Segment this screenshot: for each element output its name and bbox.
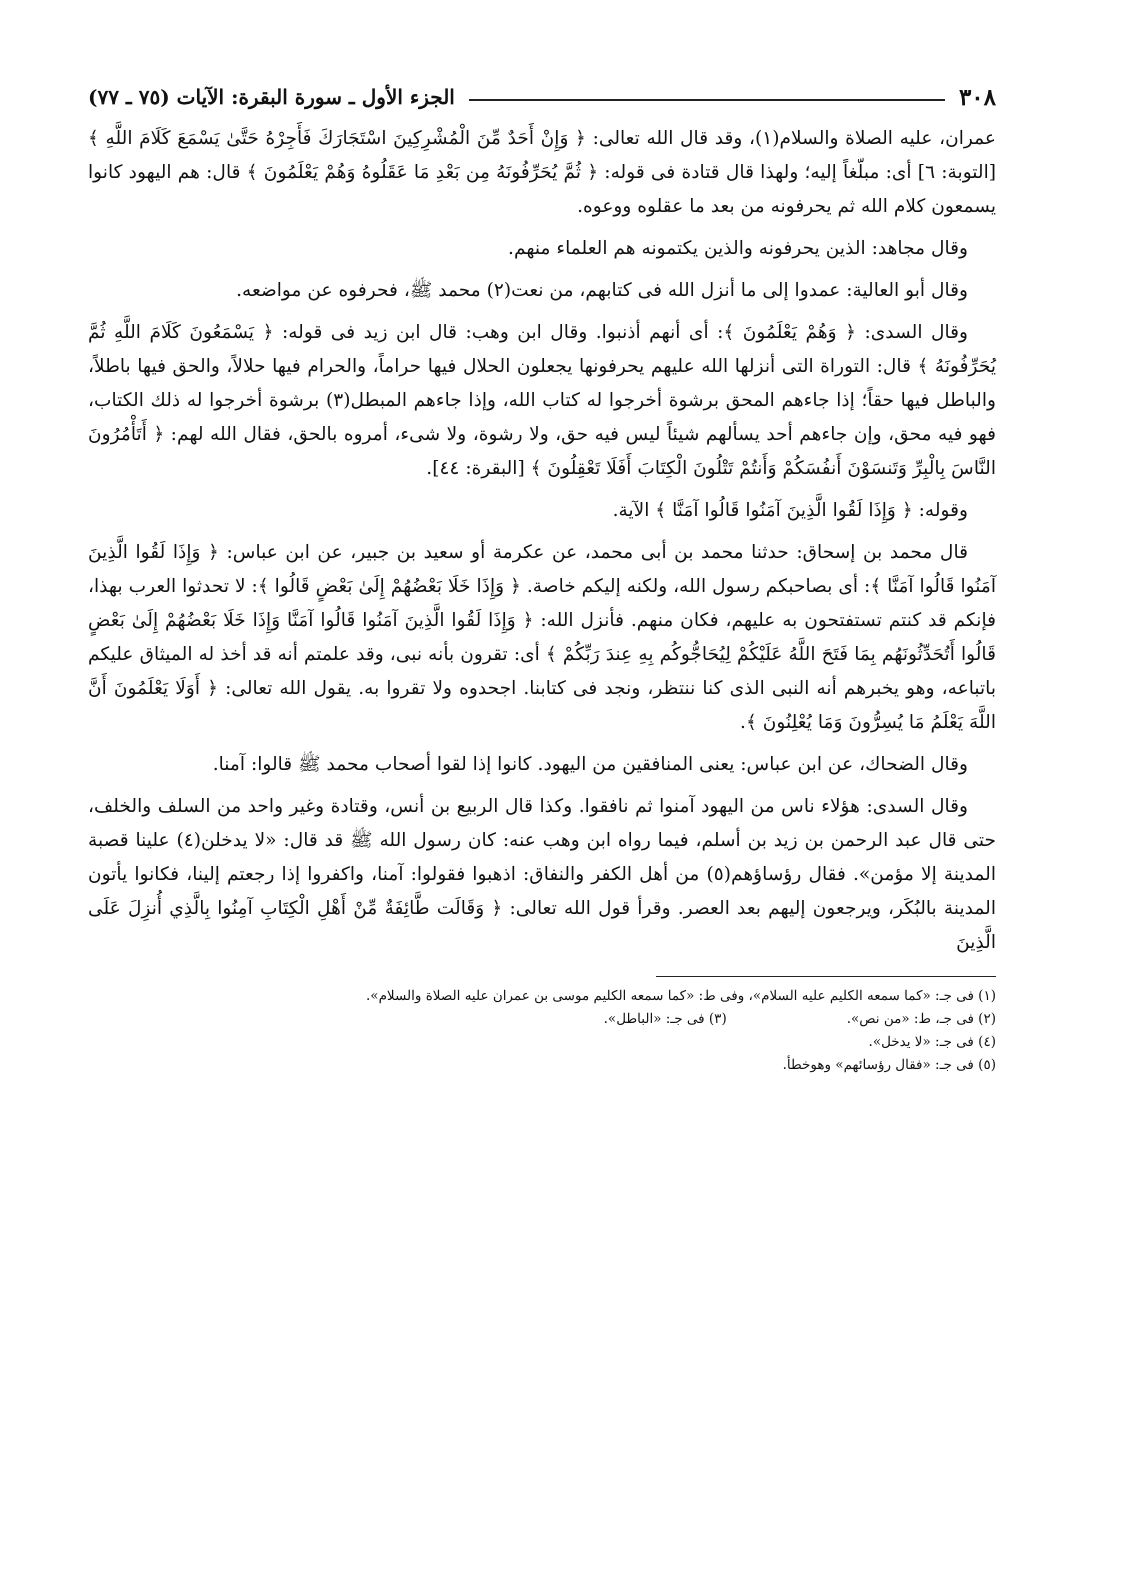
paragraph-2: وقال مجاهد: الذين يحرفونه والذين يكتمونه هم العلماء منهم.	[508, 238, 968, 259]
page-number: ٣٠٨	[958, 83, 996, 111]
header-rule	[469, 99, 945, 101]
footnote-5: (٥) فى جـ: «فقال رؤسائهم» وهوخطأ.	[782, 1057, 996, 1073]
page-header	[88, 78, 996, 116]
footnote-3: (٣) فى جـ: «الباطل».	[603, 1011, 727, 1027]
footnote-2: (٢) فى جـ، ط: «من نص».	[846, 1011, 996, 1027]
paragraph-3: وقال أبو العالية: عمدوا إلى ما أنزل الله فى كتابهم، من نعت(٢) محمد ﷺ، فحرفوه عن مواضعه.	[236, 280, 968, 301]
paragraph-7: وقال الضحاك، عن ابن عباس: يعنى المنافقين من اليهود. كانوا إذا لقوا أصحاب محمد ﷺ قالوا: آمنا.	[212, 754, 968, 775]
footnote-row	[88, 1008, 996, 1031]
book-page	[88, 78, 996, 1077]
paragraph-5: وقوله: ﴿ وَإِذَا لَقُوا الَّذِينَ آمَنُوا قَالُوا آمَنَّا ﴾ الآية.	[612, 500, 968, 521]
running-title: الجزء الأول ـ سورة البقرة: الآيات (٧٥ ـ ٧٧)	[88, 85, 455, 109]
paragraph-1: عمران، عليه الصلاة والسلام(١)، وقد قال الله تعالى: ﴿ وَإِنْ أَحَدٌ مِّنَ الْمُشْرِكِينَ اسْتَجَارَكَ فَأَجِرْهُ حَتَّىٰ يَسْمَعَ كَلَامَ اللَّهِ ﴾ [التوبة: ٦] أى: مبلّغاً إليه؛ ولهذا قال قتادة فى قوله: ﴿ ثُمَّ يُحَرِّفُونَهُ مِن بَعْدِ مَا عَقَلُوهُ وَهُمْ يَعْلَمُونَ ﴾ قال: هم اليهود كانوا يسمعون كلام الله ثم يحرفونه من بعد ما عقلوه ووعوه.	[88, 128, 996, 217]
paragraph-6: قال محمد بن إسحاق: حدثنا محمد بن أبى محمد، عن عكرمة أو سعيد بن جبير، عن ابن عباس: ﴿ وَإِذَا لَقُوا الَّذِينَ آمَنُوا قَالُوا آمَنَّا ﴾: أى بصاحبكم رسول الله، ولكنه إليكم خاصة. ﴿ وَإِذَا خَلَا بَعْضُهُمْ إِلَىٰ بَعْضٍ قَالُوا ﴾: لا تحدثوا العرب بهذا، فإنكم قد كنتم تستفتحون به عليهم، فكان منهم. فأنزل الله: ﴿ وَإِذَا لَقُوا الَّذِينَ آمَنُوا قَالُوا آمَنَّا وَإِذَا خَلَا بَعْضُهُمْ إِلَىٰ بَعْضٍ قَالُوا أَتُحَدِّثُونَهُم بِمَا فَتَحَ اللَّهُ عَلَيْكُمْ لِيُحَاجُّوكُم بِهِ عِندَ رَبِّكُمْ ﴾ أى: تقرون بأنه نبى، وقد علمتم أنه قد أخذ له الميثاق عليكم باتباعه، وهو يخبرهم أنه النبى الذى كنا ننتظر، ونجد فى كتابنا. اجحدوه ولا تقروا به. يقول الله تعالى: ﴿ أَوَلَا يَعْلَمُونَ أَنَّ اللَّهَ يَعْلَمُ مَا يُسِرُّونَ وَمَا يُعْلِنُونَ ﴾.	[88, 542, 996, 733]
footnote-4: (٤) فى جـ: «لا يدخل».	[868, 1034, 996, 1050]
footnotes	[88, 985, 996, 1077]
main-text	[88, 122, 996, 960]
footnote-1: (١) فى جـ: «كما سمعه الكليم عليه السلام»، وفى ط: «كما سمعه الكليم موسى بن عمران عليه الصلاة والسلام».	[366, 988, 996, 1004]
paragraph-8: وقال السدى: هؤلاء ناس من اليهود آمنوا ثم نافقوا. وكذا قال الربيع بن أنس، وقتادة وغير واحد من السلف والخلف، حتى قال عبد الرحمن بن زيد بن أسلم، فيما رواه ابن وهب عنه: كان رسول الله ﷺ قد قال: «لا يدخلن(٤) علينا قصبة المدينة إلا مؤمن». فقال رؤساؤهم(٥) من أهل الكفر والنفاق: اذهبوا فقولوا: آمنا، واكفروا إذا رجعتم إلينا، فكانوا يأتون المدينة بالبُكَر، ويرجعون إليهم بعد العصر. وقرأ قول الله تعالى: ﴿ وَقَالَت طَّائِفَةٌ مِّنْ أَهْلِ الْكِتَابِ آمِنُوا بِالَّذِي أُنزِلَ عَلَى الَّذِينَ	[88, 796, 997, 953]
footnote-rule	[656, 976, 996, 977]
paragraph-4: وقال السدى: ﴿ وَهُمْ يَعْلَمُونَ ﴾: أى أنهم أذنبوا. وقال ابن وهب: قال ابن زيد فى قوله: ﴿ يَسْمَعُونَ كَلَامَ اللَّهِ ثُمَّ يُحَرِّفُونَهُ ﴾ قال: التوراة التى أنزلها الله عليهم يحرفونها يجعلون الحلال فيها حراماً، والحرام فيها حلالاً، والحق فيها باطلاً، والباطل فيها حقاً؛ إذا جاءهم المحق برشوة أخرجوا له كتاب الله، وإذا جاءهم المبطل(٣) برشوة أخرجوا له ذلك الكتاب، فهو فيه محق، وإن جاءهم أحد يسألهم شيئاً ليس فيه حق، ولا رشوة، ولا شىء، أمروه بالحق، فقال الله لهم: ﴿ أَتَأْمُرُونَ النَّاسَ بِالْبِرِّ وَتَنسَوْنَ أَنفُسَكُمْ وَأَنتُمْ تَتْلُونَ الْكِتَابَ أَفَلَا تَعْقِلُونَ ﴾ [البقرة: ٤٤].	[88, 322, 996, 479]
